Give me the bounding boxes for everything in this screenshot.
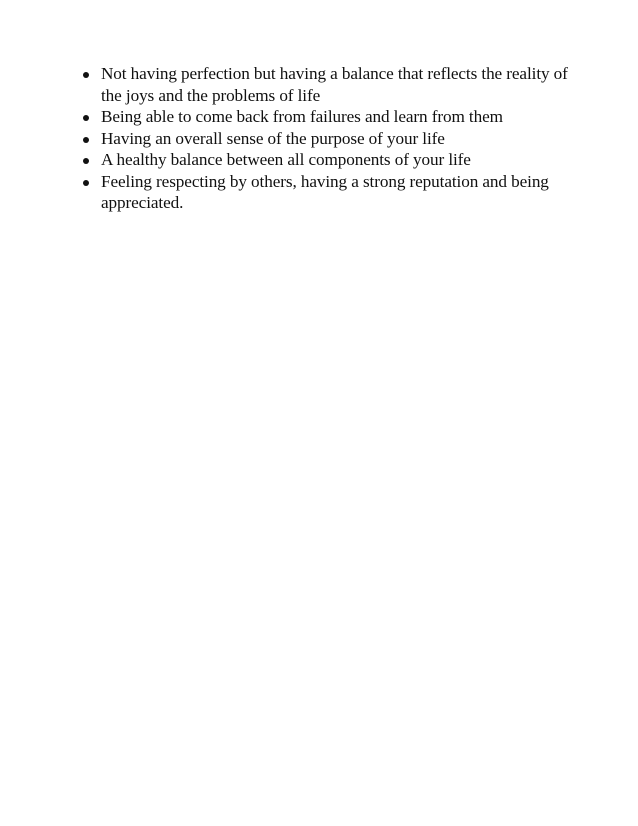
bullet-list (82, 63, 582, 214)
list-item (82, 171, 582, 214)
list-item (82, 149, 582, 171)
list-item (82, 63, 582, 106)
bullet-dot-icon (83, 72, 89, 78)
list-item-text: A healthy balance between all components of your life (101, 150, 471, 169)
bullet-dot-icon (83, 137, 89, 143)
list-item-text: Not having perfection but having a balance that reflects the reality of the joys and the problems of life (101, 64, 568, 105)
bullet-dot-icon (83, 180, 89, 186)
list-item-text: Feeling respecting by others, having a strong reputation and being appreciated. (101, 171, 549, 212)
bullet-dot-icon (83, 115, 89, 121)
bullet-dot-icon (83, 158, 89, 164)
list-item-text: Being able to come back from failures and learn from them (101, 107, 503, 126)
list-item (82, 106, 582, 128)
list-item (82, 128, 582, 150)
list-item-text: Having an overall sense of the purpose of your life (101, 128, 445, 148)
